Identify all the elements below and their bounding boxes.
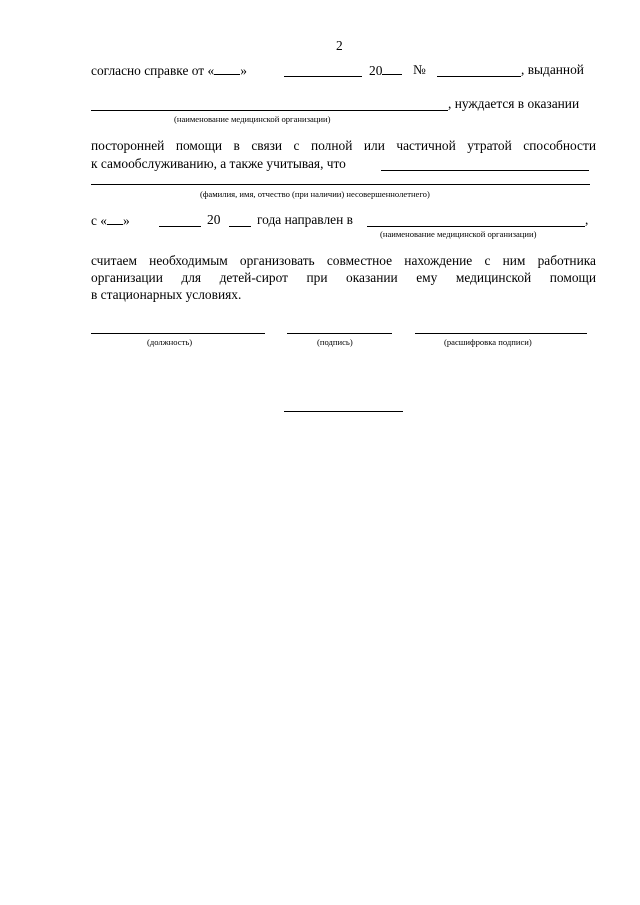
closing-separator — [284, 411, 403, 412]
signature-decoding-caption: (расшифровка подписи) — [444, 337, 532, 347]
med-org-caption-1: (наименование медицинской организации) — [174, 114, 331, 124]
para2-line-b: организации для детей-сирот при оказании ему медицинской помощи — [91, 270, 596, 285]
month-blank — [284, 76, 362, 77]
para2-line-c: в стационарных условиях. — [91, 287, 242, 302]
number-sign: № — [413, 62, 426, 77]
reference-prefix: согласно справке от « — [91, 63, 215, 78]
para1-line-b: к самообслуживанию, а также учитывая, что — [91, 156, 346, 171]
position-caption: (должность) — [147, 337, 193, 347]
number-blank — [437, 76, 521, 77]
issued-suffix: , выданной — [521, 62, 584, 77]
med-org-blank-2 — [367, 226, 585, 227]
year-blank — [382, 62, 402, 75]
para1-line-a: посторонней помощи в связи с полной или частичной утратой способности — [91, 138, 596, 153]
referral-end-comma: , — [585, 212, 589, 227]
day-close-quote: » — [240, 63, 247, 78]
line-reference-date — [91, 62, 247, 79]
referral-year-blank — [229, 226, 251, 227]
referral-month-blank — [159, 226, 201, 227]
med-org-blank-1 — [91, 110, 448, 111]
day-blank — [214, 62, 240, 75]
needs-assistance-text: , нуждается в оказании — [448, 96, 580, 111]
med-org-caption-2: (наименование медицинской организации) — [380, 229, 537, 239]
signature-line — [287, 333, 392, 334]
referral-date — [91, 212, 130, 229]
referral-close-quote: » — [123, 213, 130, 228]
signature-decoding-line — [415, 333, 587, 334]
page-number: 2 — [336, 38, 343, 53]
considering-blank — [381, 170, 589, 171]
para2-line-a: считаем необходимым организовать совместное нахождение с ним работника — [91, 253, 596, 268]
referral-prefix: с « — [91, 213, 107, 228]
referral-day-blank — [107, 212, 123, 225]
year-prefix: 20 — [369, 63, 383, 78]
referral-year: 20 — [207, 212, 221, 227]
signature-caption: (подпись) — [317, 337, 353, 347]
referred-to-text: года направлен в — [257, 212, 353, 227]
fullname-blank — [91, 184, 590, 185]
fullname-caption: (фамилия, имя, отчество (при наличии) несовершеннолетнего) — [200, 189, 430, 199]
year-label — [369, 62, 402, 79]
position-line — [91, 333, 265, 334]
